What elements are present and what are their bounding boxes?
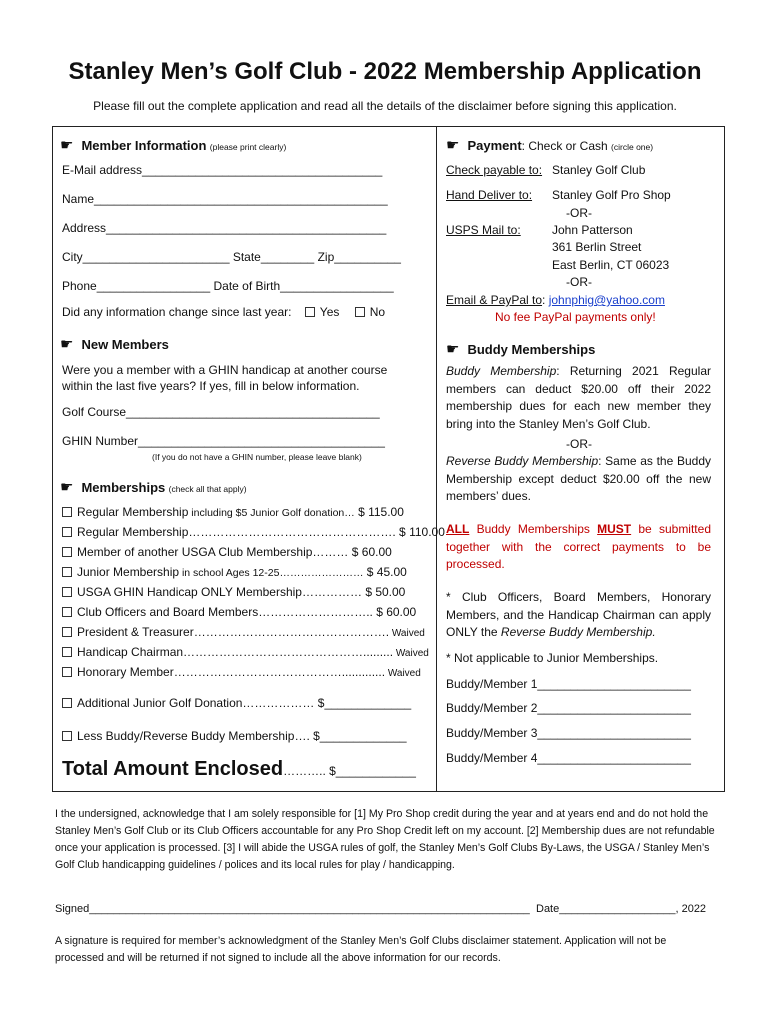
buddy-warning: ALL Buddy Memberships MUST be submitted together with the correct payments to be processed.: [446, 522, 711, 571]
membership-checkbox[interactable]: [62, 647, 72, 657]
membership-label: Honorary Member…………………………………….............: [77, 665, 386, 679]
membership-label: Regular Membership: [77, 505, 189, 519]
membership-price: . $ 110.00: [392, 525, 445, 539]
membership-price: $ 60.00: [348, 545, 392, 559]
membership-checkbox[interactable]: [62, 667, 72, 677]
pointing-hand-icon: ☛: [60, 137, 74, 154]
or-separator: -OR-: [566, 275, 592, 289]
address-name: John Patterson: [552, 223, 633, 237]
signature-field[interactable]: Signed________________________________________________________________________: [55, 903, 530, 915]
reverse-buddy-description: Reverse Buddy Membership: Same as the Buddy Membership except deduct $20.00 off the new members’ dues.: [446, 454, 711, 503]
membership-price: $ 45.00: [363, 565, 407, 579]
membership-option[interactable]: [62, 605, 416, 619]
ghin-question-line-1: Were you a member with a GHIN handicap at another course: [62, 363, 388, 377]
officers-note: * Club Officers, Board Members, Honorary Members, and the Handicap Chairman can apply ONLY the Reverse Buddy Membership.: [446, 590, 711, 639]
membership-option[interactable]: [62, 525, 445, 539]
junior-donation-checkbox[interactable]: [62, 698, 72, 708]
buddy-member-field[interactable]: Buddy/Member 2_______________________: [446, 701, 691, 715]
yes-checkbox[interactable]: [305, 307, 315, 317]
buddy-heading: ☛ Buddy Memberships: [446, 341, 596, 358]
membership-option[interactable]: [62, 505, 404, 519]
pointing-hand-icon: ☛: [446, 341, 460, 358]
membership-option[interactable]: [62, 545, 392, 559]
membership-checkbox[interactable]: [62, 607, 72, 617]
membership-detail: including $5 Junior Golf donation…: [188, 507, 355, 519]
membership-option[interactable]: [62, 645, 429, 659]
membership-detail: in school Ages 12-25……………………: [179, 567, 364, 579]
check-payable-label: Check payable to:: [446, 163, 543, 177]
disclaimer: I the undersigned, acknowledge that I am solely responsible for [1] My Pro Shop credit during the year and at years end and do not hold the Stanley Men’s Golf Club or its Club Officers accountable for any Pro Shop Credit left on my account. [2] Membership dues are not refundable once your application is processed. [3] I will abide the USGA rules of golf, the Stanley Men’s Golf Clubs By-Laws, the USGA / Stanley Men’s Golf Club handicapping guidelines / polices and its local rules for play / handicapping.: [55, 808, 715, 871]
membership-price: $ 115.00: [354, 505, 404, 519]
page-subtitle: Please fill out the complete application and read all the details of the disclaimer before signing this application.: [93, 99, 677, 113]
golf-course-field[interactable]: Golf Course______________________________________: [62, 405, 380, 419]
no-checkbox[interactable]: [355, 307, 365, 317]
ghin-question-line-2: within the last five years? If yes, fill in below information.: [62, 379, 360, 393]
membership-label: Regular Membership……………………………………………: [77, 525, 393, 539]
city-state-zip-field[interactable]: City______________________ State________ Zip__________: [62, 250, 401, 264]
buddy-member-field[interactable]: Buddy/Member 1_______________________: [446, 677, 691, 691]
email-paypal-row: Email & PayPal to: johnphig@yahoo.com: [446, 293, 665, 307]
pointing-hand-icon: ☛: [60, 336, 74, 353]
membership-checkbox[interactable]: [62, 547, 72, 557]
membership-price: Waived: [385, 668, 421, 679]
new-members-heading: ☛ New Members: [60, 336, 169, 353]
memberships-heading: ☛ Memberships (check all that apply): [60, 479, 247, 496]
yes-label: Yes: [319, 305, 340, 319]
junior-donation-row[interactable]: Additional Junior Golf Donation……………… $_____________: [62, 696, 411, 710]
hand-deliver-value: Stanley Golf Pro Shop: [552, 188, 671, 202]
membership-checkbox[interactable]: [62, 507, 72, 517]
total-amount-row[interactable]: Total Amount Enclosed……….. $____________: [62, 758, 416, 780]
membership-checkbox[interactable]: [62, 587, 72, 597]
email-link[interactable]: johnphig@yahoo.com: [548, 293, 665, 307]
membership-option[interactable]: [62, 565, 407, 579]
member-info-heading: ☛ Member Information (please print clearly): [60, 137, 287, 154]
address-city: East Berlin, CT 06023: [552, 258, 670, 272]
hand-deliver-label: Hand Deliver to:: [446, 188, 533, 202]
date-field[interactable]: Date___________________, 2022: [536, 903, 707, 915]
membership-checkbox[interactable]: [62, 627, 72, 637]
pointing-hand-icon: ☛: [60, 479, 74, 496]
membership-price: Waived: [393, 648, 429, 659]
footer-note: A signature is required for member’s acknowledgment of the Stanley Men’s Golf Clubs disclaimer statement. Application will not be processed and will be returned if not signed to include all the above information for our records.: [55, 935, 667, 964]
address-street: 361 Berlin Street: [552, 240, 642, 254]
membership-label: Club Officers and Board Members………………………..: [77, 605, 373, 619]
or-separator: -OR-: [566, 206, 592, 220]
page-title: Stanley Men’s Golf Club - 2022 Membership Application: [68, 58, 702, 85]
ghin-note: (If you do not have a GHIN number, please leave blank): [152, 452, 362, 462]
phone-dob-field[interactable]: Phone_________________ Date of Birth_________________: [62, 279, 394, 293]
junior-note: * Not applicable to Junior Memberships.: [446, 651, 659, 665]
membership-price: Waived: [389, 628, 425, 639]
name-field[interactable]: Name____________________________________________: [62, 192, 388, 206]
info-change-question: Did any information change since last year: Yes No: [62, 305, 386, 319]
no-label: No: [369, 305, 386, 319]
membership-label: Junior Membership: [77, 565, 180, 579]
ghin-number-field[interactable]: GHIN Number_____________________________________: [62, 434, 385, 448]
membership-price: $ 60.00: [372, 605, 417, 619]
column-divider: [436, 126, 437, 792]
buddy-member-field[interactable]: Buddy/Member 3_______________________: [446, 726, 691, 740]
membership-checkbox[interactable]: [62, 527, 72, 537]
usps-label: USPS Mail to:: [446, 223, 521, 237]
less-buddy-row[interactable]: Less Buddy/Reverse Buddy Membership…. $_____________: [62, 729, 407, 743]
pointing-hand-icon: ☛: [446, 137, 460, 154]
or-separator: -OR-: [566, 437, 592, 451]
total-label: Total Amount Enclosed: [62, 758, 284, 780]
membership-option[interactable]: [62, 665, 421, 679]
membership-label: Handicap Chairman……………………………………….........: [77, 645, 394, 659]
buddy-member-field[interactable]: Buddy/Member 4_______________________: [446, 751, 691, 765]
membership-price: $ 50.00: [361, 585, 406, 599]
membership-label: President & Treasurer………………………………………….: [77, 625, 390, 639]
membership-option[interactable]: [62, 625, 425, 639]
check-payable-value: Stanley Golf Club: [552, 163, 646, 177]
email-field[interactable]: E-Mail address____________________________________: [62, 163, 383, 177]
membership-label: Member of another USGA Club Membership………: [77, 545, 349, 559]
address-field[interactable]: Address__________________________________________: [62, 221, 387, 235]
membership-label: USGA GHIN Handicap ONLY Membership……………: [77, 585, 362, 599]
membership-checkbox[interactable]: [62, 567, 72, 577]
less-buddy-checkbox[interactable]: [62, 731, 72, 741]
no-fee-note: No fee PayPal payments only!: [495, 310, 656, 324]
buddy-description: Buddy Membership: Returning 2021 Regular members can deduct $20.00 off their 2022 membership dues for each new member they bring into the Stanley Men’s Golf Club.: [446, 364, 711, 431]
membership-option[interactable]: [62, 585, 405, 599]
payment-heading: ☛ Payment: Check or Cash (circle one): [446, 137, 654, 154]
